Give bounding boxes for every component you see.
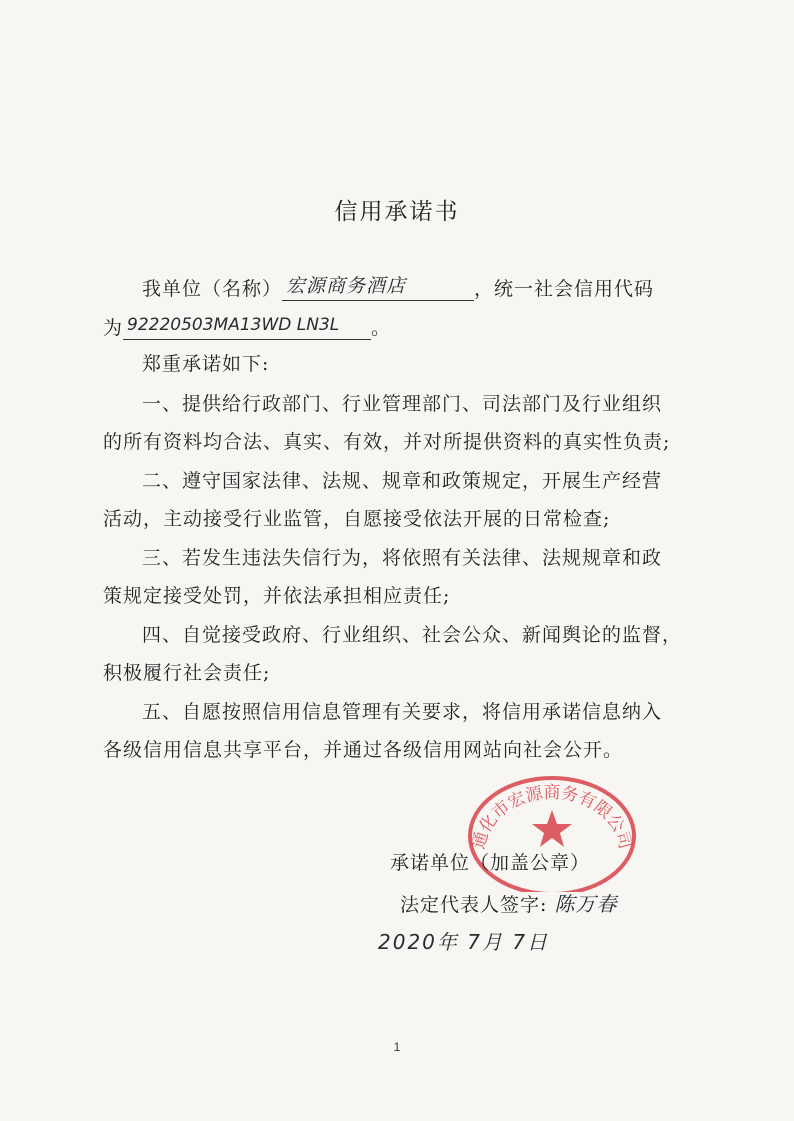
intro-line-1 xyxy=(142,274,654,301)
seal-star-icon xyxy=(532,810,572,847)
intro-prefix: 我单位（名称） xyxy=(142,278,283,300)
unit-label: 承诺单位（加盖公章） xyxy=(390,852,591,874)
name-blank xyxy=(282,274,474,301)
handwritten-date: 2020年 7月 7日 xyxy=(378,930,550,954)
item-5-line-2: 各级信用信息共享平台，并通过各级信用网站向社会公开。 xyxy=(103,739,624,761)
handwritten-unit-name: 宏源商务酒店 xyxy=(286,275,407,297)
item-3-line-2: 策规定接受处罚，并依法承担相应责任; xyxy=(103,585,451,607)
rep-handwritten-signature: 陈万春 xyxy=(554,892,618,916)
rep-label: 法定代表人签字: xyxy=(400,894,548,916)
intro-line-2 xyxy=(103,313,391,340)
item-4-line-2: 积极履行社会责任; xyxy=(103,662,271,684)
item-4-line-1: 四、自觉接受政府、行业组织、社会公众、新闻舆论的监督， xyxy=(142,624,683,646)
code-prefix: 为 xyxy=(103,317,124,339)
promise-lead: 郑重承诺如下: xyxy=(142,353,270,375)
code-blank xyxy=(123,313,371,340)
item-1-line-2: 的所有资料均合法、真实、有效，并对所提供资料的真实性负责; xyxy=(103,431,671,453)
document-title: 信用承诺书 xyxy=(334,199,460,225)
page-number: 1 xyxy=(393,1040,401,1054)
item-5-line-1: 五、自愿按照信用信息管理有关要求，将信用承诺信息纳入 xyxy=(142,701,663,723)
handwritten-credit-code: 92220503MA13WD LN3L xyxy=(127,315,340,335)
item-1-line-1: 一、提供给行政部门、行业管理部门、司法部门及行业组织 xyxy=(142,393,663,415)
code-suffix: 。 xyxy=(371,317,392,339)
item-3-line-1: 三、若发生违法失信行为，将依照有关法律、法规规章和政 xyxy=(142,547,663,569)
item-2-line-2: 活动，主动接受行业监管，自愿接受依法开展的日常检查; xyxy=(103,508,611,530)
seal-text: 通化市宏源商务有限公司 xyxy=(468,783,636,852)
intro-middle: ，统一社会信用代码 xyxy=(474,278,655,300)
rep-label-line xyxy=(400,892,617,917)
item-2-line-1: 二、遵守国家法律、法规、规章和政策规定，开展生产经营 xyxy=(142,470,663,492)
